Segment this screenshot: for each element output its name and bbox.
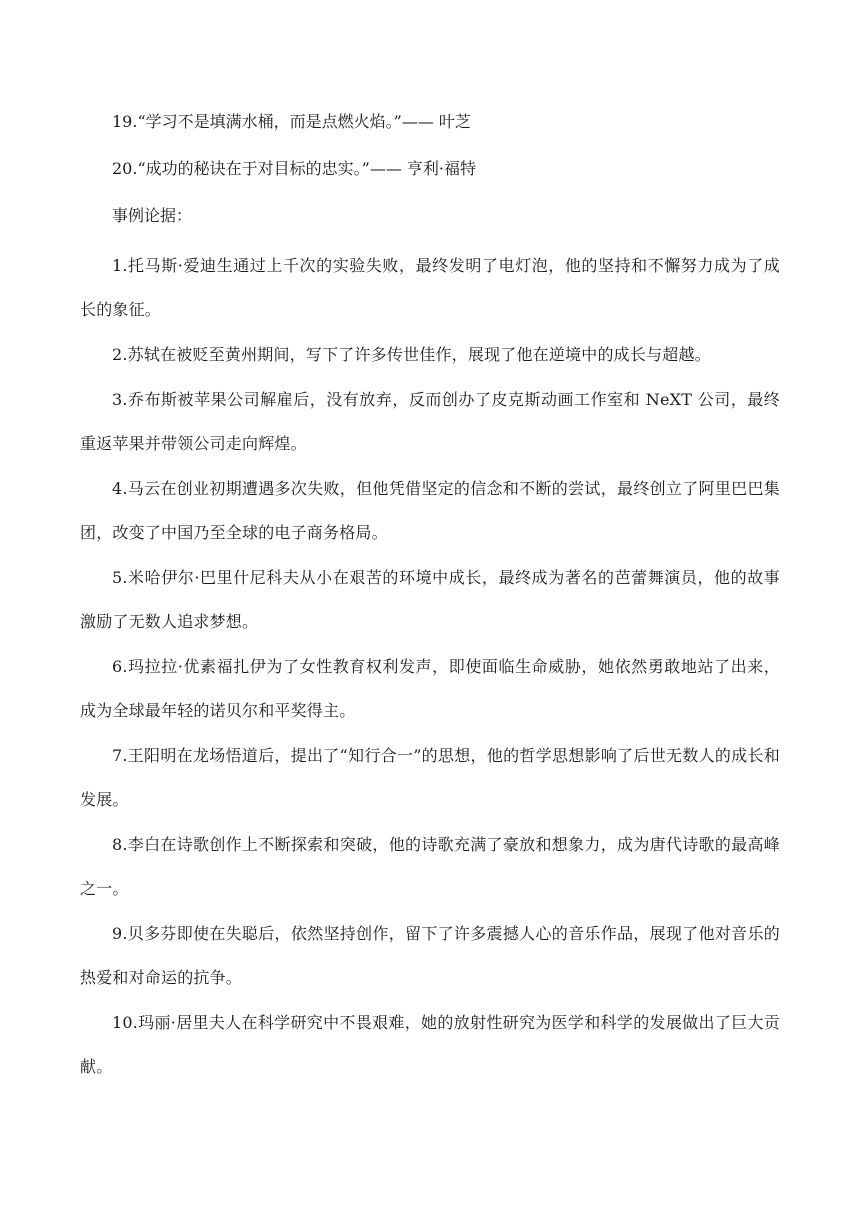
example-item [80, 378, 780, 466]
quote-text: “成功的秘诀在于对目标的忠实。”—— 亨利·福特 [137, 159, 476, 178]
example-number: 9. [112, 924, 128, 943]
example-text: 玛丽·居里夫人在科学研究中不畏艰难，她的放射性研究为医学和科学的发展做出了巨大贡献。 [80, 1013, 780, 1076]
example-item [80, 467, 780, 555]
quote-item [80, 157, 780, 181]
example-text: 苏轼在被贬至黄州期间，写下了许多传世佳作，展现了他在逆境中的成长与超越。 [127, 345, 711, 364]
example-text: 米哈伊尔·巴里什尼科夫从小在艰苦的环境中成长，最终成为著名的芭蕾舞演员，他的故事激励了无数人追求梦想。 [80, 568, 780, 631]
example-number: 5. [112, 568, 128, 587]
example-text: 贝多芬即使在失聪后，依然坚持创作，留下了许多震撼人心的音乐作品，展现了他对音乐的热爱和对命运的抗争。 [80, 924, 780, 987]
example-item [80, 823, 780, 911]
example-text: 玛拉拉·优素福扎伊为了女性教育权利发声，即使面临生命威胁，她依然勇敢地站了出来，成为全球最年轻的诺贝尔和平奖得主。 [80, 657, 780, 720]
example-number: 4. [112, 479, 128, 498]
example-number: 10. [112, 1013, 139, 1032]
example-number: 2. [112, 345, 128, 364]
example-item [80, 333, 780, 377]
example-item [80, 912, 780, 1000]
quote-number: 20. [112, 159, 138, 178]
example-text: 李白在诗歌创作上不断探索和突破，他的诗歌充满了豪放和想象力，成为唐代诗歌的最高峰之一。 [80, 835, 780, 898]
example-item [80, 645, 780, 733]
example-text: 乔布斯被苹果公司解雇后，没有放弃，反而创办了皮克斯动画工作室和 NeXT 公司，最终重返苹果并带领公司走向辉煌。 [80, 390, 780, 453]
example-item [80, 244, 780, 332]
example-number: 8. [112, 835, 128, 854]
example-text: 马云在创业初期遭遇多次失败，但他凭借坚定的信念和不断的尝试，最终创立了阿里巴巴集团，改变了中国乃至全球的电子商务格局。 [80, 479, 780, 542]
example-number: 3. [112, 390, 128, 409]
example-text: 托马斯·爱迪生通过上千次的实验失败，最终发明了电灯泡，他的坚持和不懈努力成为了成长的象征。 [80, 256, 780, 319]
quote-number: 19. [112, 112, 138, 131]
example-item [80, 1001, 780, 1089]
quote-item [80, 110, 780, 134]
document-body [80, 110, 780, 1090]
example-number: 7. [112, 746, 128, 765]
example-number: 6. [112, 657, 128, 676]
example-text: 王阳明在龙场悟道后，提出了“知行合一”的思想，他的哲学思想影响了后世无数人的成长和发展。 [80, 746, 780, 809]
example-number: 1. [112, 256, 128, 275]
section-heading: 事例论据： [112, 206, 193, 225]
example-item [80, 556, 780, 644]
quote-text: “学习不是填满水桶，而是点燃火焰。”—— 叶芝 [137, 112, 471, 131]
example-item [80, 734, 780, 822]
